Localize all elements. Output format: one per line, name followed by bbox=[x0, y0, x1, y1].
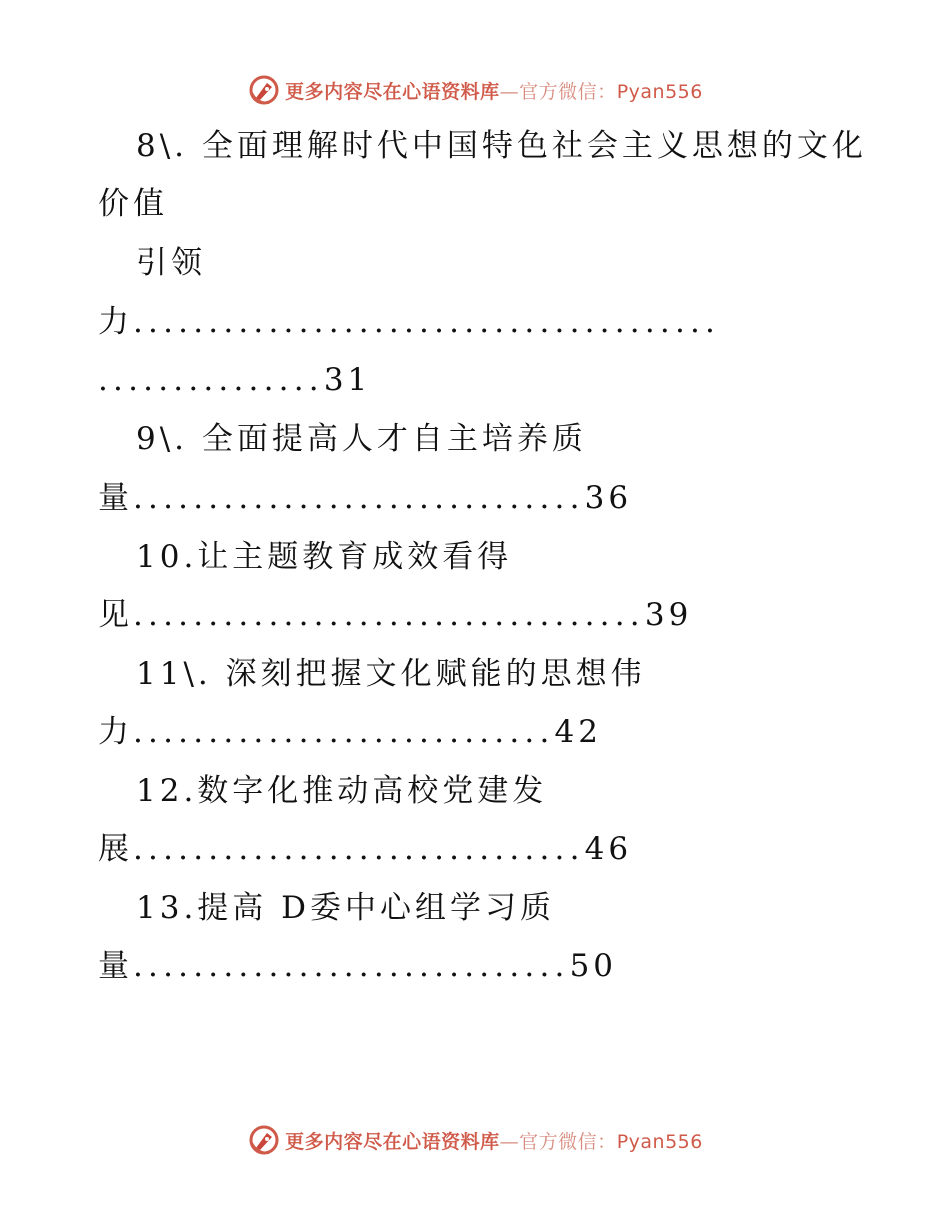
toc-entry-8-lead-char: 力 bbox=[98, 304, 133, 340]
toc-entry-8-title-line2: 价值 bbox=[98, 186, 168, 222]
toc-entry-12-leader-line bbox=[98, 829, 632, 869]
toc-entry-9-title: 9\. 全面提高人才自主培养质 bbox=[136, 421, 587, 457]
toc-entry-10-lead-char: 见 bbox=[98, 597, 133, 633]
toc-entry-12-page-number: 46 bbox=[584, 831, 633, 867]
pen-nib-logo-icon bbox=[247, 1123, 281, 1157]
toc-entry-9-dot-leader: .............................. bbox=[133, 480, 585, 516]
toc-entry-10-dot-leader: .................................. bbox=[133, 597, 645, 633]
header-banner-wechat-id: Pyan556 bbox=[616, 80, 703, 103]
toc-entry-9-page-number: 36 bbox=[584, 480, 633, 516]
footer-banner-text bbox=[285, 1127, 703, 1154]
toc-entry-8-leader-line bbox=[98, 302, 720, 342]
toc-entry-11-title: 11\. 深刻把握文化赋能的思想伟 bbox=[136, 656, 646, 692]
toc-entry-8-title-line1: 8\. 全面理解时代中国特色社会主义思想的文化 bbox=[136, 128, 867, 164]
toc-entry-12-dot-leader: .............................. bbox=[133, 831, 585, 867]
toc-entry-8-title-line3: 引领 bbox=[136, 245, 206, 281]
toc-entry-11-lead-char: 力 bbox=[98, 714, 133, 750]
footer-banner-site: 更多内容尽在心语资料库 bbox=[285, 1130, 500, 1153]
toc-entry-11-page-number: 42 bbox=[554, 714, 602, 750]
header-banner-separator: — bbox=[499, 80, 520, 103]
toc-entry-13-title: 13.提高 D委中心组学习质 bbox=[136, 890, 556, 926]
toc-entry-8-page-line bbox=[98, 360, 371, 400]
footer-watermark-banner bbox=[0, 1120, 950, 1160]
toc-entry-9-lead-char: 量 bbox=[98, 480, 133, 516]
toc-entry-11-leader-line bbox=[98, 712, 602, 752]
header-banner-site: 更多内容尽在心语资料库 bbox=[285, 80, 500, 103]
toc-entry-8-dot-leader-cont: ............... bbox=[98, 362, 324, 398]
toc-entry-13-lead-char: 量 bbox=[98, 948, 133, 984]
header-watermark-banner bbox=[0, 70, 950, 110]
toc-entry-8-dot-leader: ....................................... bbox=[133, 304, 721, 340]
pen-nib-logo-icon bbox=[247, 73, 281, 107]
toc-entry-13-leader-line bbox=[98, 946, 617, 986]
footer-banner-separator: — bbox=[499, 1130, 520, 1153]
footer-banner-wechat-label: 官方微信： bbox=[519, 1130, 617, 1153]
toc-entry-13-dot-leader: ............................. bbox=[133, 948, 570, 984]
toc-entry-10-page-number: 39 bbox=[644, 597, 693, 633]
header-banner-wechat-label: 官方微信： bbox=[519, 80, 617, 103]
toc-entry-9-leader-line bbox=[98, 478, 632, 518]
toc-entry-13-page-number: 50 bbox=[569, 948, 618, 984]
toc-entry-12-lead-char: 展 bbox=[98, 831, 133, 867]
footer-banner-wechat-id: Pyan556 bbox=[616, 1130, 703, 1153]
toc-entry-10-title: 10.让主题教育成效看得 bbox=[136, 539, 513, 575]
toc-entry-12-title: 12.数字化推动高校党建发 bbox=[136, 773, 548, 809]
toc-entry-10-leader-line bbox=[98, 595, 692, 635]
toc-entry-8-page-number: 31 bbox=[323, 362, 372, 398]
header-banner-text bbox=[285, 77, 703, 104]
toc-entry-11-dot-leader: ............................ bbox=[133, 714, 555, 750]
